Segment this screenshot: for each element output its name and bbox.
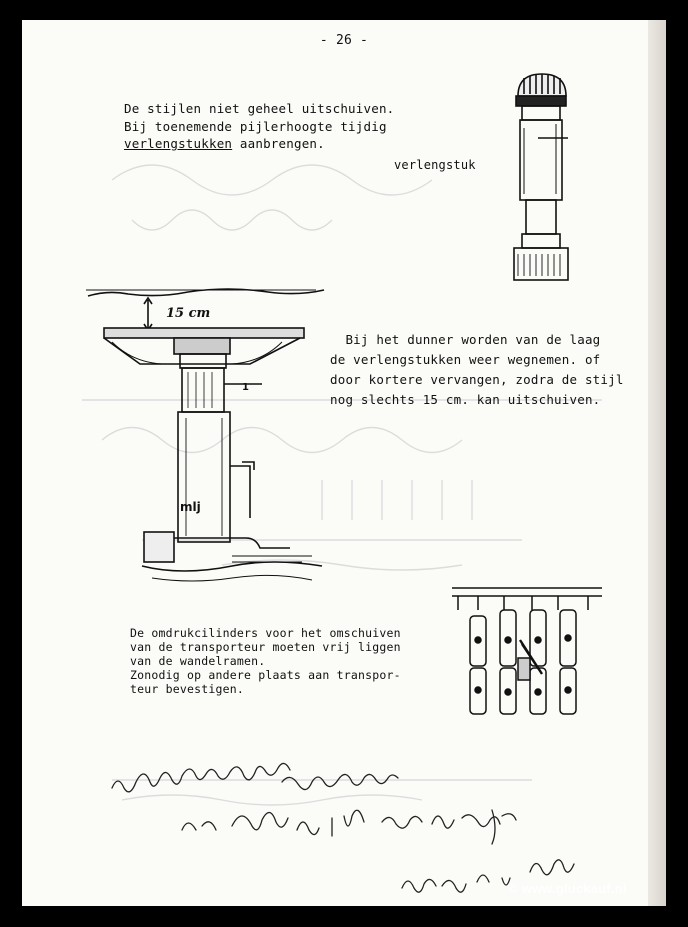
intro-line-2: Bij toenemende pijlerhoogte tijdig — [124, 118, 387, 134]
label-verlengstuk: verlengstuk — [394, 158, 476, 172]
middle-paragraph: Bij het dunner worden van de laag de verlengstukken weer wegnemen. of door kortere vervangen, zodra de stijl nog slechts 15 cm. kan uitschuiven. — [330, 332, 624, 407]
extension-piece-illustration — [498, 68, 588, 288]
label-marker-1: 1 — [242, 382, 249, 393]
intro-line-3-rest: aanbrengen. — [232, 136, 325, 151]
push-cylinders-illustration — [448, 580, 608, 720]
page-number: - 26 - — [319, 33, 369, 48]
intro-paragraph — [124, 100, 394, 153]
document-page — [22, 20, 666, 906]
bottom-paragraph: De omdrukcilinders voor het omschuiven van de transporteur moeten vrij liggen van de wandelramen. Zonodig op andere plaats aan transpor- teur bevestigen. — [130, 626, 401, 696]
handwritten-notes — [82, 760, 602, 900]
label-15-cm: 15 cm — [166, 306, 211, 321]
intro-underlined-term: verlengstukken — [124, 136, 233, 151]
watermark-gluckauf: © www.gluckauf.nl — [508, 881, 627, 896]
intro-line-1: De stijlen niet geheel uitschuiven. — [124, 101, 395, 116]
label-mlj: mlj — [180, 500, 201, 514]
